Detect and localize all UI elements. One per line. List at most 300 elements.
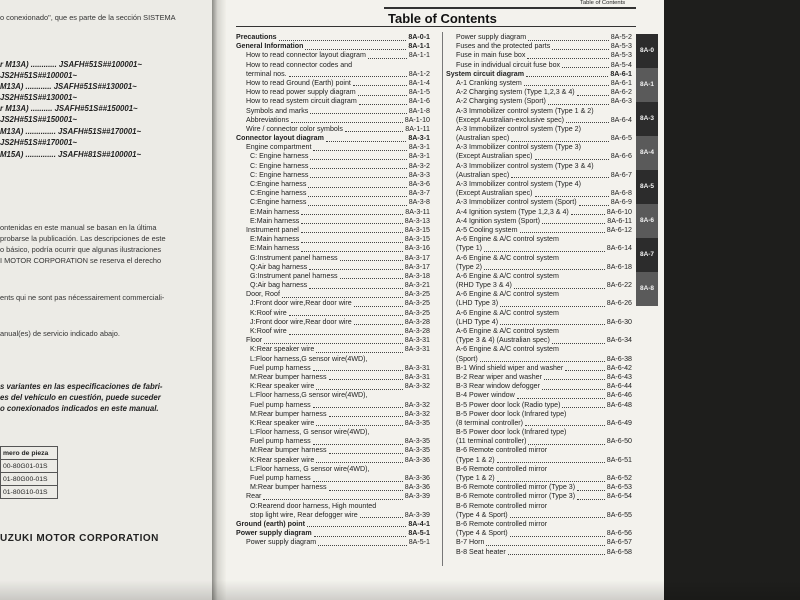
toc-leader-dots xyxy=(301,226,403,234)
toc-entry-label: General Information xyxy=(236,42,304,51)
toc-entry-label: B-8 Seat heater xyxy=(456,547,506,556)
toc-entry-label: (Type 1) xyxy=(456,244,483,253)
toc-entry-label: Fuel pump harness xyxy=(250,437,311,446)
toc-leader-dots xyxy=(308,198,407,206)
toc-entry-page: 8A-6-30 xyxy=(606,317,632,326)
toc-entry-label: Fuse in main fuse box xyxy=(456,51,526,60)
toc-leader-dots xyxy=(313,474,403,482)
left-page-line: JS2H#51S##130001~ xyxy=(0,93,77,102)
section-tab: 8A-5 xyxy=(636,170,658,204)
toc-leader-dots xyxy=(497,474,605,482)
toc-entry-label: E:Main harness xyxy=(250,244,300,253)
toc-entry xyxy=(236,437,430,446)
toc-entry-page: 8A-3-13 xyxy=(404,216,430,225)
toc-leader-dots xyxy=(528,437,605,445)
toc-entry-label: (Type 4 & Sport) xyxy=(456,510,508,519)
toc-leader-dots xyxy=(354,318,403,326)
toc-entry-page: 8A-6-6 xyxy=(610,152,632,161)
toc-leader-dots xyxy=(309,263,403,271)
toc-leader-dots xyxy=(525,419,605,427)
toc-entry xyxy=(236,116,430,125)
toc-leader-dots xyxy=(360,511,403,519)
toc-entry xyxy=(236,382,430,391)
toc-entry xyxy=(236,327,430,336)
left-page-line: anual(es) de servicio indicado abajo. xyxy=(0,329,120,338)
toc-entry-label: (Except Australian-exclusive spec) xyxy=(456,115,565,124)
toc-entry-page: 8A-3-21 xyxy=(404,281,430,290)
toc-entry-page: 8A-3-32 xyxy=(404,400,430,409)
toc-leader-dots xyxy=(548,97,609,105)
toc-leader-dots xyxy=(358,88,407,96)
toc-entry-label: B-5 Power door lock (Radio type) xyxy=(456,400,561,409)
toc-entry xyxy=(446,134,632,143)
toc-entry-page: 8A-3-17 xyxy=(404,253,430,262)
toc-entry-page: 8A-6-55 xyxy=(606,510,632,519)
toc-entry xyxy=(236,79,430,88)
toc-entry-label: B-2 Rear wiper and washer xyxy=(456,372,542,381)
left-page-line: ents qui ne sont pas nécessairement commerciali- xyxy=(0,293,165,302)
toc-leader-dots xyxy=(301,217,403,225)
toc-entry-page: 8A-3-6 xyxy=(408,180,430,188)
toc-entry-label: terminal nos. xyxy=(246,69,287,78)
toc-entry-page: 8A-3-39 xyxy=(404,492,430,501)
toc-entry-page: 8A-6-2 xyxy=(610,88,632,97)
corporation-name: UZUKI MOTOR CORPORATION xyxy=(0,533,159,544)
toc-entry-page: 8A-3-36 xyxy=(404,483,430,492)
toc-entry-label: Power supply diagram xyxy=(236,529,312,538)
toc-entry xyxy=(236,529,430,538)
toc-entry-page: 8A-6-53 xyxy=(606,483,632,492)
toc-entry-label: C: Engine harness xyxy=(250,170,309,179)
toc-leader-dots xyxy=(316,456,403,464)
toc-entry xyxy=(446,116,632,125)
toc-entry-label: B-3 Rear window defogger xyxy=(456,382,540,391)
toc-entry xyxy=(446,309,632,318)
toc-entry-page: 8A-3-36 xyxy=(404,474,430,482)
left-page-line: o básico, podría ocurrir que algunas ilustraciones xyxy=(0,245,162,254)
toc-entry-label: K:Rear speaker wire xyxy=(250,382,315,391)
toc-entry-label: Fuel pump harness xyxy=(250,400,311,409)
toc-entry-label: Rear xyxy=(246,492,262,501)
toc-entry-page: 8A-6-57 xyxy=(606,538,632,547)
toc-leader-dots xyxy=(500,318,605,326)
toc-leader-dots xyxy=(484,263,605,271)
header-rule xyxy=(384,7,636,9)
toc-entry-label: stop light wire, Rear defogger wire xyxy=(250,510,358,519)
toc-entry-page: 8A-6-1 xyxy=(610,69,632,78)
toc-leader-dots xyxy=(313,143,407,151)
toc-entry xyxy=(236,538,430,547)
toc-entry xyxy=(446,79,632,88)
toc-entry-page: 8A-3-31 xyxy=(404,336,430,345)
toc-entry-label: Instrument panel xyxy=(246,225,299,234)
toc-entry-label: E:Main harness xyxy=(250,207,300,216)
toc-leader-dots xyxy=(571,208,605,216)
toc-leader-dots xyxy=(514,281,605,289)
toc-entry xyxy=(446,364,632,373)
toc-leader-dots xyxy=(316,419,403,427)
section-tab: 8A-1 xyxy=(636,68,658,102)
section-tab: 8A-6 xyxy=(636,204,658,238)
toc-leader-dots xyxy=(340,272,403,280)
toc-leader-dots xyxy=(316,382,403,390)
toc-entry-label: A-6 Engine & A/C control system xyxy=(456,235,559,244)
toc-entry-page: 8A-3-28 xyxy=(404,327,430,335)
toc-entry xyxy=(446,171,632,180)
toc-entry-page: 8A-6-54 xyxy=(606,492,632,501)
toc-entry-page: 8A-3-25 xyxy=(404,290,430,299)
left-page-line: o conexionados indicados en este manual. xyxy=(0,404,159,413)
toc-entry xyxy=(446,355,632,364)
toc-entry-label: A-5 Cooling system xyxy=(456,225,518,234)
toc-entry xyxy=(446,198,632,207)
toc-entry xyxy=(446,217,632,226)
toc-entry-label: A-4 Ignition system (Type 1,2,3 & 4) xyxy=(456,207,569,216)
toc-leader-dots xyxy=(291,116,403,124)
toc-entry xyxy=(236,391,430,400)
toc-entry xyxy=(236,428,430,437)
toc-entry xyxy=(236,107,430,116)
running-header: Table of Contents xyxy=(580,0,626,6)
toc-entry-page: 8A-3-31 xyxy=(404,345,430,354)
toc-entry xyxy=(446,299,632,308)
toc-entry-label: Fuse in individual circuit fuse box xyxy=(456,60,561,69)
toc-entry-label: L:Floor harness,G sensor wire(4WD), xyxy=(250,354,368,363)
toc-entry-label: Door, Roof xyxy=(246,290,280,299)
toc-entry-label: A-3 Immobilizer control system (Type 1 & 2) xyxy=(456,106,594,115)
toc-entry-label: A-3 Immobilizer control system (Sport) xyxy=(456,198,577,207)
toc-entry-page: 8A-3-36 xyxy=(404,455,430,464)
toc-leader-dots xyxy=(552,42,609,50)
toc-entry-page: 8A-6-9 xyxy=(610,198,632,207)
toc-leader-dots xyxy=(577,88,609,96)
toc-entry-page: 8A-6-44 xyxy=(606,382,632,391)
toc-entry xyxy=(446,502,632,511)
toc-entry-page: 8A-6-7 xyxy=(610,170,632,179)
title-rule xyxy=(236,26,636,27)
toc-entry xyxy=(446,281,632,290)
toc-entry-page: 8A-6-52 xyxy=(606,474,632,482)
toc-leader-dots xyxy=(353,79,407,87)
toc-entry xyxy=(236,474,430,483)
toc-entry xyxy=(236,263,430,272)
toc-entry-page: 8A-3-2 xyxy=(408,161,430,170)
toc-entry-label: A-6 Engine & A/C control system xyxy=(456,327,559,335)
toc-leader-dots xyxy=(524,79,609,87)
toc-leader-dots xyxy=(517,391,605,399)
left-page-line: JS2H#51S##170001~ xyxy=(0,138,77,147)
toc-leader-dots xyxy=(535,152,609,160)
toc-entry-page: 8A-3-39 xyxy=(404,510,430,519)
toc-entry-label: C: Engine harness xyxy=(250,152,309,161)
toc-entry-page: 8A-3-32 xyxy=(404,409,430,418)
toc-entry-label: (8 terminal controller) xyxy=(456,418,524,427)
toc-entry-page: 8A-3-35 xyxy=(404,446,430,455)
toc-entry-page: 8A-6-26 xyxy=(606,299,632,308)
toc-entry xyxy=(236,254,430,263)
toc-entry-label: (RHD Type 3 & 4) xyxy=(456,281,512,290)
toc-leader-dots xyxy=(544,373,605,381)
toc-leader-dots xyxy=(289,309,403,317)
toc-entry xyxy=(446,465,632,474)
toc-entry-page: 8A-6-1 xyxy=(610,78,632,87)
toc-entry-label: B-6 Remote controlled mirror xyxy=(456,519,548,528)
toc-entry-page: 8A-6-48 xyxy=(606,400,632,409)
toc-column-left xyxy=(236,33,430,548)
toc-entry-label: Precautions xyxy=(236,33,277,41)
toc-entry xyxy=(446,548,632,557)
toc-entry-page: 8A-6-50 xyxy=(606,437,632,446)
toc-leader-dots xyxy=(310,162,407,170)
toc-entry xyxy=(446,446,632,455)
toc-entry xyxy=(446,208,632,217)
toc-entry-label: A-6 Engine & A/C control system xyxy=(456,290,559,299)
toc-entry xyxy=(236,511,430,520)
toc-entry xyxy=(236,198,430,207)
toc-entry xyxy=(446,419,632,428)
toc-entry-label: A-2 Charging system (Type 1,2,3 & 4) xyxy=(456,88,575,97)
toc-entry xyxy=(446,97,632,106)
toc-leader-dots xyxy=(359,97,407,105)
toc-entry xyxy=(446,474,632,483)
toc-entry xyxy=(446,244,632,253)
toc-entry xyxy=(236,401,430,410)
toc-entry-page: 8A-1-11 xyxy=(405,124,430,133)
toc-entry-label: (Type 1 & 2) xyxy=(456,474,495,482)
toc-entry xyxy=(236,318,430,327)
toc-entry xyxy=(236,51,430,60)
toc-entry xyxy=(236,456,430,465)
toc-leader-dots xyxy=(310,171,407,179)
toc-entry xyxy=(236,61,430,70)
toc-entry-label: (LHD Type 4) xyxy=(456,317,499,326)
toc-entry xyxy=(236,171,430,180)
toc-entry xyxy=(236,272,430,281)
toc-entry xyxy=(236,355,430,364)
section-tab: 8A-3 xyxy=(636,102,658,136)
toc-entry-label: (Australian spec) xyxy=(456,170,510,179)
toc-leader-dots xyxy=(511,171,609,179)
toc-entry-label: K:Rear speaker wire xyxy=(250,345,315,354)
left-page-line: ontenidas en este manual se basan en la última xyxy=(0,223,157,232)
left-page-line: es del vehículo en cuestión, puede suceder xyxy=(0,393,161,402)
toc-entry xyxy=(236,70,430,79)
toc-entry xyxy=(236,345,430,354)
toc-entry-page: 8A-3-32 xyxy=(404,382,430,391)
toc-leader-dots xyxy=(313,437,403,445)
toc-entry xyxy=(446,263,632,272)
toc-entry-label: Symbols and marks xyxy=(246,106,309,115)
toc-leader-dots xyxy=(314,529,406,537)
toc-leader-dots xyxy=(535,189,609,197)
toc-entry xyxy=(236,373,430,382)
toc-entry-page: 8A-6-46 xyxy=(606,391,632,400)
toc-entry xyxy=(446,254,632,263)
toc-entry-page: 8A-1-5 xyxy=(408,88,430,97)
toc-entry xyxy=(236,134,430,143)
toc-entry xyxy=(236,244,430,253)
toc-entry xyxy=(236,446,430,455)
toc-entry-label: B-1 Wind shield wiper and washer xyxy=(456,363,564,372)
toc-entry xyxy=(446,88,632,97)
toc-entry-page: 8A-1-10 xyxy=(404,115,430,124)
toc-leader-dots xyxy=(308,180,407,188)
toc-leader-dots xyxy=(329,410,403,418)
toc-entry-page: 8A-3-31 xyxy=(404,363,430,372)
toc-entry-page: 8A-6-5 xyxy=(610,134,632,143)
toc-entry xyxy=(446,511,632,520)
toc-entry-label: J:Front door wire,Rear door wire xyxy=(250,299,352,308)
toc-entry xyxy=(446,401,632,410)
toc-entry-label: How to read connector layout diagram xyxy=(246,51,366,60)
toc-leader-dots xyxy=(484,244,605,252)
toc-entry xyxy=(236,189,430,198)
toc-entry xyxy=(446,33,632,42)
toc-leader-dots xyxy=(326,134,406,142)
toc-entry-label: Engine compartment xyxy=(246,143,312,152)
toc-entry xyxy=(446,410,632,419)
toc-leader-dots xyxy=(511,134,609,142)
toc-entry xyxy=(446,492,632,501)
toc-leader-dots xyxy=(301,235,403,243)
toc-entry xyxy=(446,318,632,327)
toc-entry-page: 8A-4-1 xyxy=(408,519,430,528)
toc-entry xyxy=(446,456,632,465)
toc-entry xyxy=(446,107,632,116)
toc-entry-page: 8A-6-12 xyxy=(606,225,632,234)
toc-entry-label: G:Instrument panel harness xyxy=(250,271,338,280)
toc-leader-dots xyxy=(340,254,403,262)
toc-entry-label: How to read power supply diagram xyxy=(246,88,356,97)
toc-entry xyxy=(236,125,430,134)
toc-entry-label: System circuit diagram xyxy=(446,69,525,78)
toc-entry xyxy=(236,419,430,428)
left-page-line: I MOTOR CORPORATION se reserva el derecho xyxy=(0,256,162,265)
toc-entry-label: L:Floor harness,G sensor wire(4WD), xyxy=(250,391,368,400)
toc-entry xyxy=(446,152,632,161)
toc-leader-dots xyxy=(486,538,605,546)
toc-entry xyxy=(236,88,430,97)
toc-leader-dots xyxy=(289,327,403,335)
toc-entry-label: B-7 Horn xyxy=(456,538,485,547)
toc-entry-page: 8A-6-3 xyxy=(610,97,632,106)
toc-entry xyxy=(236,143,430,152)
toc-entry xyxy=(446,235,632,244)
toc-leader-dots xyxy=(542,217,605,225)
toc-entry-page: 8A-3-25 xyxy=(404,308,430,317)
left-page-line: s variantes en las especificaciones de fabri- xyxy=(0,382,163,391)
toc-entry-label: K:Roof wire xyxy=(250,327,287,335)
toc-entry-page: 8A-3-1 xyxy=(408,134,430,143)
toc-leader-dots xyxy=(354,299,403,307)
toc-entry xyxy=(236,520,430,529)
toc-entry-page: 8A-6-4 xyxy=(610,115,632,124)
toc-entry-label: C:Engine harness xyxy=(250,189,307,198)
toc-leader-dots xyxy=(313,401,403,409)
toc-entry-label: C:Engine harness xyxy=(250,198,307,207)
toc-entry-label: A-1 Cranking system xyxy=(456,78,522,87)
toc-entry xyxy=(236,299,430,308)
toc-entry-label: B-6 Remote controlled mirror xyxy=(456,464,548,473)
toc-leader-dots xyxy=(510,511,605,519)
toc-entry xyxy=(446,226,632,235)
toc-entry-label: Q:Air bag harness xyxy=(250,262,308,271)
toc-entry-label: A-3 Immobilizer control system (Type 2) xyxy=(456,124,581,133)
toc-entry xyxy=(236,97,430,106)
toc-entry xyxy=(446,345,632,354)
toc-entry-page: 8A-3-11 xyxy=(405,207,430,216)
table-header: mero de pieza xyxy=(1,447,58,460)
toc-entry xyxy=(236,208,430,217)
toc-entry-label: (Type 1 & 2) xyxy=(456,455,495,464)
toc-entry-label: (Type 3 & 4) (Australian spec) xyxy=(456,336,550,345)
toc-entry-label: C: Engine harness xyxy=(250,161,309,170)
toc-entry-label: Floor xyxy=(246,336,263,345)
toc-leader-dots xyxy=(480,355,605,363)
toc-entry-page: 8A-3-15 xyxy=(404,225,430,234)
toc-entry-label: G:Instrument panel harness xyxy=(250,253,338,262)
toc-entry-page: 8A-6-34 xyxy=(606,336,632,345)
toc-entry xyxy=(236,309,430,318)
toc-entry-label: (Type 4 & Sport) xyxy=(456,529,508,538)
toc-entry xyxy=(236,364,430,373)
toc-leader-dots xyxy=(263,492,403,500)
toc-entry-label: B-4 Power window xyxy=(456,391,515,400)
toc-entry-label: B-6 Remote controlled mirror (Type 3) xyxy=(456,483,576,492)
toc-entry xyxy=(446,391,632,400)
toc-entry-label: Fuses and the protected parts xyxy=(456,42,551,51)
toc-entry xyxy=(236,162,430,171)
toc-entry xyxy=(236,410,430,419)
toc-entry xyxy=(236,336,430,345)
toc-entry xyxy=(446,373,632,382)
toc-leader-dots xyxy=(562,61,609,69)
toc-entry xyxy=(446,437,632,446)
toc-entry-label: L:Floor harness, G sensor wire(4WD), xyxy=(250,464,370,473)
toc-leader-dots xyxy=(305,42,406,50)
toc-entry-page: 8A-1-2 xyxy=(408,69,430,78)
toc-entry xyxy=(446,336,632,345)
toc-entry-label: B-6 Remote controlled mirror (Type 3) xyxy=(456,492,576,501)
toc-entry xyxy=(236,33,430,42)
toc-entry xyxy=(446,483,632,492)
toc-leader-dots xyxy=(301,244,403,252)
toc-entry xyxy=(236,42,430,51)
toc-entry-label: A-2 Charging system (Sport) xyxy=(456,97,546,106)
toc-entry-page: 8A-6-18 xyxy=(606,262,632,271)
toc-entry-label: E:Main harness xyxy=(250,235,300,244)
toc-entry-label: C:Engine harness xyxy=(250,180,307,188)
section-tab-strip xyxy=(636,34,658,304)
toc-entry-label: (Except Australian spec) xyxy=(456,189,533,198)
table-cell: 01-80G10-01S xyxy=(1,486,58,499)
toc-entry xyxy=(446,382,632,391)
toc-entry-page: 8A-1-1 xyxy=(408,51,430,60)
toc-leader-dots xyxy=(526,70,608,78)
section-tab: 8A-0 xyxy=(636,34,658,68)
toc-leader-dots xyxy=(579,198,609,206)
toc-entry-label: Connector layout diagram xyxy=(236,134,324,143)
toc-entry-page: 8A-3-1 xyxy=(408,152,430,161)
toc-entry-label: E:Main harness xyxy=(250,216,300,225)
toc-entry-label: A-6 Engine & A/C control system xyxy=(456,271,559,280)
column-divider xyxy=(442,32,443,566)
toc-entry-page: 8A-5-3 xyxy=(610,51,632,60)
toc-entry-label: B-5 Power door lock (Infrared type) xyxy=(456,428,567,437)
toc-entry-page: 8A-3-16 xyxy=(404,244,430,253)
toc-leader-dots xyxy=(264,336,403,344)
toc-entry-page: 8A-6-49 xyxy=(606,418,632,427)
